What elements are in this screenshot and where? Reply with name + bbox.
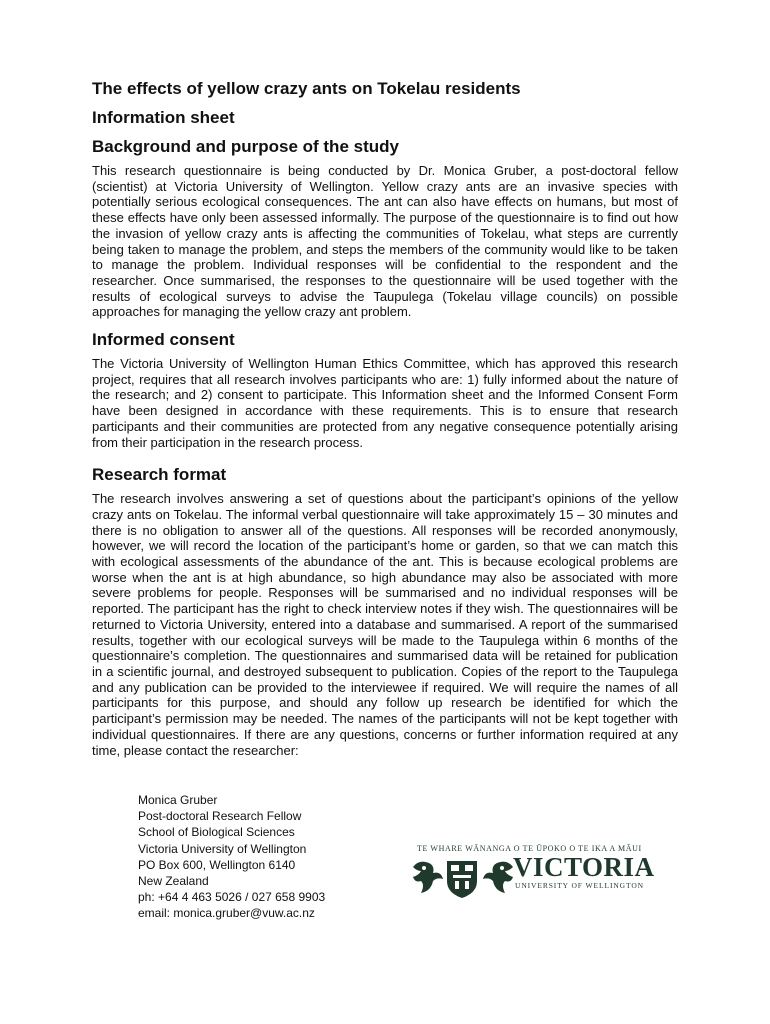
logo-name: VICTORIA [513,852,655,882]
contact-name: Monica Gruber [138,793,218,807]
victoria-university-logo [411,842,661,902]
document-page [92,78,678,758]
section-heading-research-format: Research format [92,465,227,485]
contact-phone: ph: +64 4 463 5026 / 027 658 9903 [138,890,326,905]
contact-school: School of Biological Sciences [138,825,295,840]
section-body-informed-consent: The Victoria University of Wellington Human Ethics Committee, which has approved this research project, requires that all research involves participants who are: 1) fully informed about the nature of the research; and 2) consent to participate. This Information sheet and the Informed Consent Form have been designed in accordance with these requirements. This is to ensure that research participants and their communities are protected from any negative consequence potentially arising from their participation in the research process. [92,356,678,450]
contact-email[interactable]: email: monica.gruber@vuw.ac.nz [138,906,315,921]
document-subtitle: Information sheet [92,108,235,127]
contact-university: Victoria University of Wellington [138,841,307,856]
logo-university: UNIVERSITY OF WELLINGTON [515,881,644,890]
section-heading-informed-consent: Informed consent [92,330,235,350]
document-title: The effects of yellow crazy ants on Tokelau residents [92,79,521,98]
contact-block [138,792,325,922]
section-body-research-format: The research involves answering a set of questions about the participant’s opinions of the yellow crazy ants on Tokelau. The informal verbal questionnaire will take approximately 15 – 30 minutes and there is no obligation to answer all of the questions. All responses will be recorded anonymously, however, we will record the location of the participant’s home or garden, so that we can match this with ecological assessments of the abundance of the ant. This is because ecological problems are worse when the ant is at high abundance, so high abundance may also be associated with more severe problems for people. Responses will be summarised and no individual responses will be reported. The participant has the right to check interview notes if they wish. The questionnaires will be returned to Victoria University, entered into a database and summarised. A report of the summarised results, together with our ecological surveys will be made to the Taupulega within 6 months of the questionnaire’s completion. The questionnaires and summarised data will be retained for publication in a scientific journal, and destroyed subsequent to publication. Copies of the report to the Taupulega and any publication can be provided to the interviewee if required. We will require the names of all participants for this purpose, and should any follow up research be identified for which the participant’s permission may be needed. The names of the participants will not be kept together with individual questionnaires. If there are any questions, concerns or further information required at any time, please contact the researcher: [92,491,678,758]
section-heading-background: Background and purpose of the study [92,137,399,156]
contact-position: Post-doctoral Research Fellow [138,809,302,824]
section-body-background: This research questionnaire is being conducted by Dr. Monica Gruber, a post-doctoral fellow (scientist) at Victoria University of Wellington. Yellow crazy ants are an invasive species with potentially serious ecological consequences. The ant can also have effects on humans, but most of these effects have only been assessed informally. The purpose of the questionnaire is to find out how the invasion of yellow crazy ants is affecting the communities of Tokelau, what steps are currently being taken to manage the problem, and steps the members of the community would like to be taken to manage the problem. Individual responses will be confidential to the respondent and the researcher. Once summarised, the responses to the questionnaire will be used together with the results of ecological surveys to advise the Taupulega (Tokelau village councils) on possible approaches for managing the yellow crazy ant problem. [92,163,678,320]
contact-po-box: PO Box 600, Wellington 6140 [138,857,296,872]
contact-country: New Zealand [138,874,209,889]
university-crest-icon [411,857,515,899]
logo-tagline: TE WHARE WĀNANGA O TE ŪPOKO O TE IKA A MĀUI [417,844,642,853]
